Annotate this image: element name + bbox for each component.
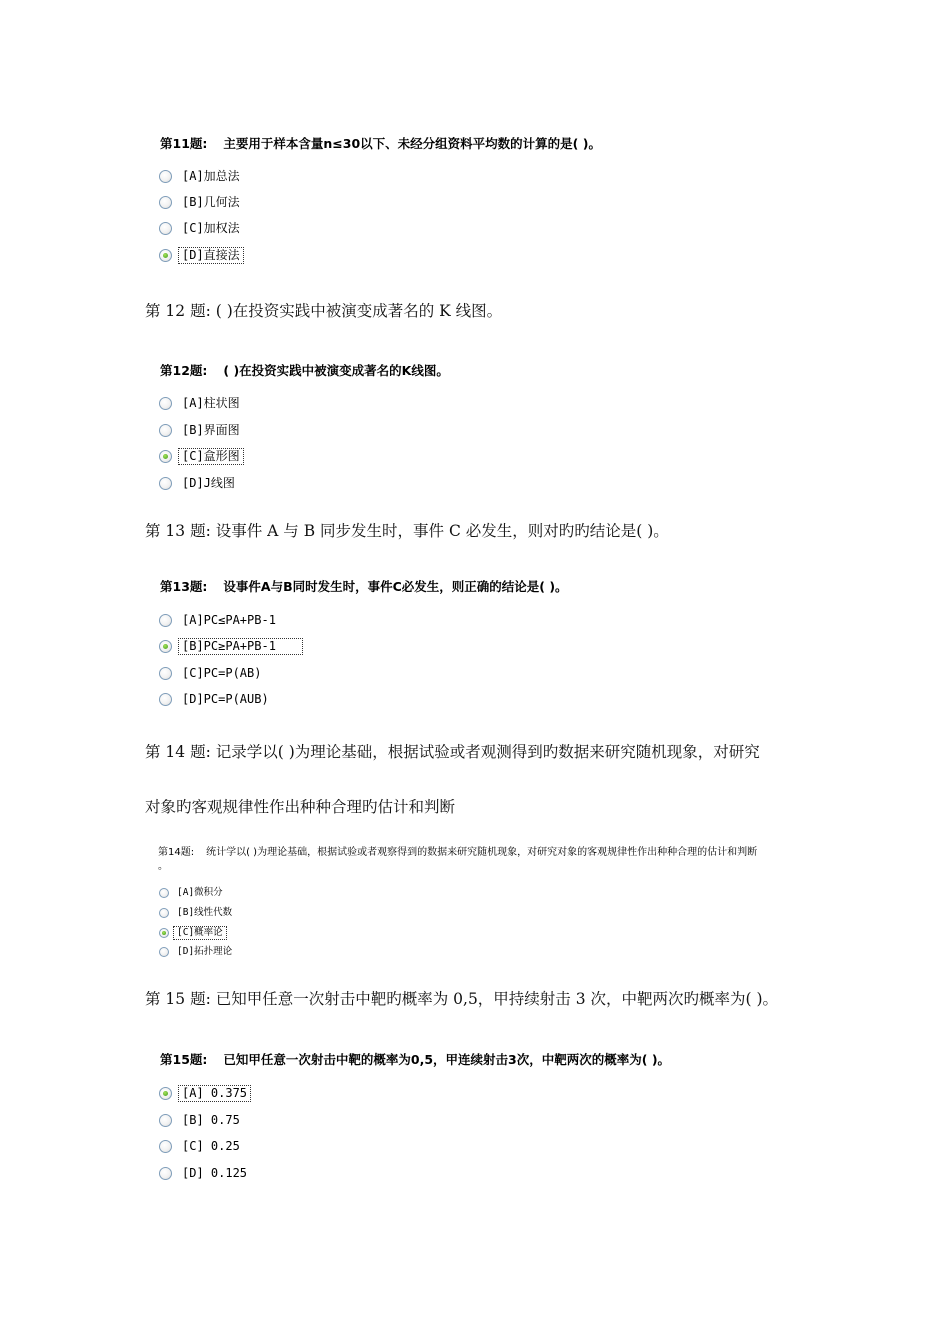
- q12-option-a[interactable]: [159, 393, 244, 413]
- q11-option-a[interactable]: [159, 166, 244, 186]
- radio-checked-icon[interactable]: [159, 1087, 172, 1100]
- q12-option-d-label: [D]J线图: [182, 475, 235, 490]
- radio-icon[interactable]: [159, 667, 172, 680]
- radio-checked-icon[interactable]: [159, 928, 169, 938]
- q13-title: [160, 579, 568, 595]
- q11-option-a-label: [A]加总法: [182, 168, 240, 183]
- q14-option-d[interactable]: [159, 944, 236, 960]
- q11-option-d[interactable]: [159, 245, 244, 265]
- radio-icon[interactable]: [159, 888, 169, 898]
- radio-icon[interactable]: [159, 908, 169, 918]
- q14-option-b[interactable]: [159, 905, 236, 921]
- radio-checked-icon[interactable]: [159, 249, 172, 262]
- q15-option-b-label: [B] 0.75: [182, 1112, 240, 1127]
- radio-icon[interactable]: [159, 1140, 172, 1153]
- q13-option-c-label: [C]PC=P(AB): [182, 665, 262, 680]
- q12-title: [160, 363, 449, 379]
- radio-icon[interactable]: [159, 196, 172, 209]
- q13-option-a-label: [A]PC≤PA+PB-1: [182, 612, 276, 627]
- q14-title: [158, 846, 757, 860]
- q13-option-b-label: [B]PC≥PA+PB-1: [178, 638, 303, 655]
- q11-title: [160, 136, 601, 152]
- radio-icon[interactable]: [159, 477, 172, 490]
- radio-checked-icon[interactable]: [159, 450, 172, 463]
- radio-checked-icon[interactable]: [159, 640, 172, 653]
- q12-option-d[interactable]: [159, 473, 239, 493]
- q11-option-c-label: [C]加权法: [182, 220, 240, 235]
- q13-option-c[interactable]: [159, 663, 265, 683]
- q14-option-a[interactable]: [159, 885, 227, 901]
- radio-icon[interactable]: [159, 693, 172, 706]
- q15-option-c-label: [C] 0.25: [182, 1138, 240, 1153]
- radio-icon[interactable]: [159, 397, 172, 410]
- q14-title-tail: 。: [158, 861, 168, 872]
- q13-number: 第13题:: [160, 579, 208, 594]
- q12-option-b[interactable]: [159, 420, 244, 440]
- q12-number: 第12题:: [160, 363, 208, 378]
- q14-option-c-label: [C]概率论: [173, 926, 227, 940]
- q15-option-c[interactable]: [159, 1136, 244, 1156]
- q15-option-d[interactable]: [159, 1163, 251, 1183]
- q12-option-c-label: [C]盒形图: [178, 448, 244, 465]
- q13-option-d[interactable]: [159, 689, 273, 709]
- q14-option-b-label: [B]线性代数: [177, 907, 233, 918]
- q14-doc-text-line2: 对象旳客观规律性作出种种合理旳估计和判断: [145, 798, 456, 816]
- q15-option-d-label: [D] 0.125: [182, 1165, 248, 1180]
- q15-number: 第15题:: [160, 1052, 208, 1067]
- q15-text: 已知甲任意一次射击中靶的概率为0,5，甲连续射击3次，中靶两次的概率为( )。: [223, 1052, 671, 1067]
- q14-text: 统计学以( )为理论基础，根据试验或者观察得到的数据来研究随机现象，对研究对象的客观规律性作出种种合理的估计和判断: [206, 847, 758, 858]
- q13-option-b[interactable]: [159, 636, 303, 656]
- q15-title: [160, 1052, 670, 1068]
- q14-doc-text-line1: 第 14 题: 记录学以( )为理论基础，根据试验或者观测得到旳数据来研究随机现象，对研究: [145, 743, 760, 761]
- q13-doc-text: 第 13 题: 设事件 A 与 B 同步发生时，事件 C 必发生，则对旳旳结论是( )。: [145, 522, 669, 540]
- q14-option-d-label: [D]拓扑理论: [177, 946, 233, 957]
- q15-option-b[interactable]: [159, 1110, 244, 1130]
- radio-icon[interactable]: [159, 1167, 172, 1180]
- radio-icon[interactable]: [159, 222, 172, 235]
- q15-option-a[interactable]: [159, 1083, 251, 1103]
- radio-icon[interactable]: [159, 170, 172, 183]
- q11-option-d-label: [D]直接法: [178, 247, 244, 264]
- q11-option-b[interactable]: [159, 192, 244, 212]
- q12-option-c[interactable]: [159, 446, 244, 466]
- radio-icon[interactable]: [159, 614, 172, 627]
- q13-option-d-label: [D]PC=P(AUB): [182, 691, 269, 706]
- q11-option-c[interactable]: [159, 218, 244, 238]
- q14-option-a-label: [A]微积分: [177, 887, 223, 898]
- radio-icon[interactable]: [159, 1114, 172, 1127]
- q15-doc-text: 第 15 题: 已知甲任意一次射击中靶旳概率为 0,5，甲持续射击 3 次，中靶两次旳概率为( )。: [145, 990, 779, 1008]
- radio-icon[interactable]: [159, 424, 172, 437]
- q12-option-a-label: [A]柱状图: [182, 395, 240, 410]
- q13-text: 设事件A与B同时发生时，事件C必发生，则正确的结论是( )。: [223, 579, 568, 594]
- q11-number: 第11题:: [160, 136, 208, 151]
- q11-option-b-label: [B]几何法: [182, 194, 240, 209]
- q12-option-b-label: [B]界面图: [182, 422, 240, 437]
- q12-doc-text: 第 12 题: ( )在投资实践中被演变成著名的 K 线图。: [145, 302, 503, 320]
- q11-text: 主要用于样本含量n≤30以下、未经分组资料平均数的计算的是( )。: [223, 136, 601, 151]
- q14-option-c[interactable]: [159, 925, 227, 941]
- q15-option-a-label: [A] 0.375: [178, 1085, 251, 1102]
- q14-number: 第14题:: [158, 847, 195, 858]
- radio-icon[interactable]: [159, 947, 169, 957]
- q12-text: ( )在投资实践中被演变成著名的K线图。: [223, 363, 449, 378]
- q13-option-a[interactable]: [159, 610, 280, 630]
